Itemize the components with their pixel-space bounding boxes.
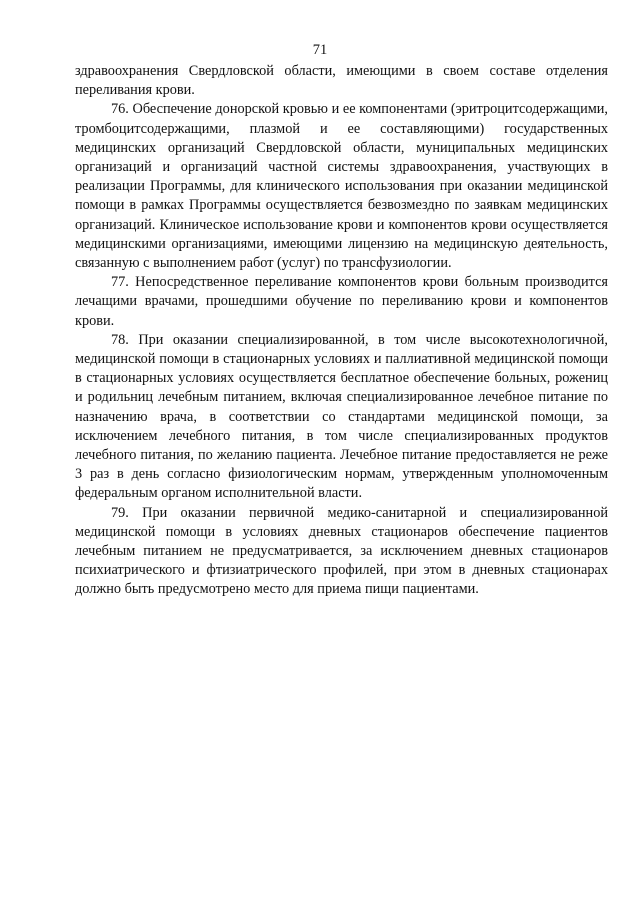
paragraph-78: 78. При оказании специализированной, в том числе высокотехнологичной, медицинской помощи в стационарных условиях и паллиативной медицинской помощи в стационарных условиях осуществляется бесплатное обеспечение больных, рожениц и родильниц лечебным питанием, включая специализированное лечебное питание по назначению врача, в соответствии со стандартами медицинской помощи, за исключением лечебного питания, в том числе специализированных продуктов лечебного питания, по желанию пациента. Лечебное питание предоставляется не реже 3 раз в день согласно физиологическим нормам, утвержденным уполномоченным федеральным органом исполнительной власти. [75,331,608,502]
paragraph-77: 77. Непосредственное переливание компонентов крови больным производится лечащими врачами, прошедшими обучение по переливанию крови и компонентов крови. [75,274,608,329]
paragraph-76: 76. Обеспечение донорской кровью и ее компонентами (эритроцитсодержащими, тромбоцитсодержащими, плазмой и ее составляющими) государственных медицинских организаций Свердловской области, муниципальных медицинских организаций и организаций частной системы здравоохранения, участвующих в реализации Программы, для клинического использования при оказании медицинской помощи в рамках Программы осуществляется безвозмездно по заявкам медицинских организаций. Клиническое использование крови и компонентов крови осуществляется медицинскими организациями, имеющими лицензию на медицинскую деятельность, связанную с выполнением работ (услуг) по трансфузиологии. [75,101,608,272]
page-number: 71 [312,42,328,58]
paragraph-79: 79. При оказании первичной медико-санитарной и специализированной медицинской помощи в условиях дневных стационаров обеспечение пациентов лечебным питанием не предусматривается, за исключением дневных стационаров психиатрического и фтизиатрического профилей, при этом в дневных стационарах должно быть предусмотрено место для приема пищи пациентами. [75,504,608,598]
paragraph-continuation: здравоохранения Свердловской области, имеющими в своем составе отделения переливания крови. [75,63,608,99]
document-body [75,62,608,600]
